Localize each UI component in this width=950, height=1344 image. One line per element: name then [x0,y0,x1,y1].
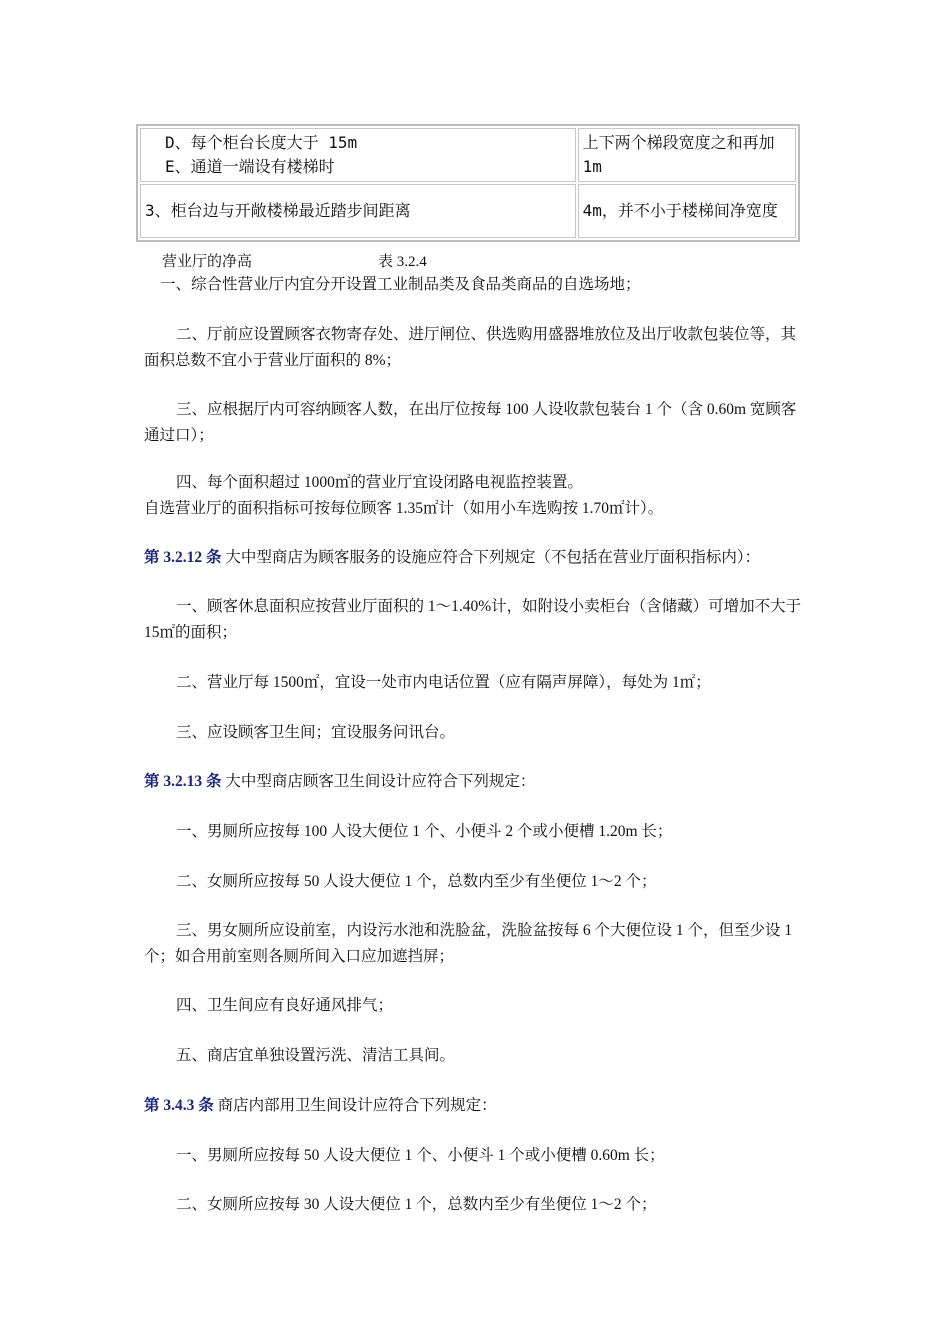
paragraph: 五、商店宜单独设置污洗、清洁工具间。 [176,1047,456,1064]
table-cell: 上下两个梯段宽度之和再加 1m [578,128,796,182]
article-text: 商店内部用卫生间设计应符合下列规定： [213,1097,497,1114]
article-number: 第 3.2.12 条 [144,549,222,566]
paragraph: 一、顾客休息面积应按营业厅面积的 1～1.40%计，如附设小卖柜台（含储藏）可增加不大于 15㎡的面积； [144,598,802,641]
paragraph: 四、每个面积超过 1000㎡的营业厅宜设闭路电视监控装置。 [176,474,583,491]
paragraph: 自选营业厅的面积指标可按每位顾客 1.35㎡计（如用小车选购按 1.70㎡计）。 [144,500,664,517]
article-heading [144,1093,806,1119]
article-text: 大中型商店为顾客服务的设施应符合下列规定（不包括在营业厅面积指标内）： [221,549,761,566]
article-number: 第 3.4.3 条 [144,1097,214,1114]
paragraph: 二、厅前应设置顾客衣物寄存处、进厅闸位、供选购用盛器堆放位及出厅收款包装位等，其面积总数不宜小于营业厅面积的 8%； [144,326,797,369]
table-caption-number: 表 3.2.4 [378,254,427,270]
table-row [140,184,796,238]
cell-line: D、每个柜台长度大于 15m [165,133,358,152]
table-cell [140,128,576,182]
paragraph: 一、男厕所应按每 100 人设大便位 1 个、小便斗 2 个或小便槽 1.20m 长； [176,823,673,840]
paragraph: 三、应根据厅内可容纳顾客人数，在出厅位按每 100 人设收款包装台 1 个（含 0.60m 宽顾客通过口）； [144,401,797,444]
paragraph: 二、营业厅每 1500㎡，宜设一处市内电话位置（应有隔声屏障），每处为 1㎡； [176,674,711,691]
table-cell [140,184,576,238]
paragraph: 四、卫生间应有良好通风排气； [176,997,394,1014]
cell-line: 3、柜台边与开敞楼梯最近踏步间距离 [145,201,411,220]
paragraph: 三、男女厕所应设前室，内设污水池和洗脸盆，洗脸盆按每 6 个大便位设 1 个，但至少设 1 个；如合用前室则各厕所间入口应加遮挡屏； [144,922,793,965]
paragraph: 二、女厕所应按每 30 人设大便位 1 个，总数内至少有坐便位 1～2 个； [176,1196,657,1213]
paragraph: 一、综合性营业厅内宜分开设置工业制品类及食品类商品的自选场地； [160,276,641,293]
paragraph: 一、男厕所应按每 50 人设大便位 1 个、小便斗 1 个或小便槽 0.60m 长； [176,1147,665,1164]
article-heading [144,769,806,795]
article-text: 大中型商店顾客卫生间设计应符合下列规定： [221,773,536,790]
cell-line: E、通道一端设有楼梯时 [165,157,335,176]
article-number: 第 3.2.13 条 [144,773,222,790]
table-row [140,128,796,182]
paragraph: 三、应设顾客卫生间；宜设服务问讯台。 [176,724,456,741]
article-heading [144,545,806,571]
paragraph: 二、女厕所应按每 50 人设大便位 1 个，总数内至少有坐便位 1～2 个； [176,873,657,890]
table-caption-title: 营业厅的净高 [162,254,253,270]
spec-table [136,124,800,242]
table-cell: 4m，并不小于楼梯间净宽度 [578,184,796,238]
